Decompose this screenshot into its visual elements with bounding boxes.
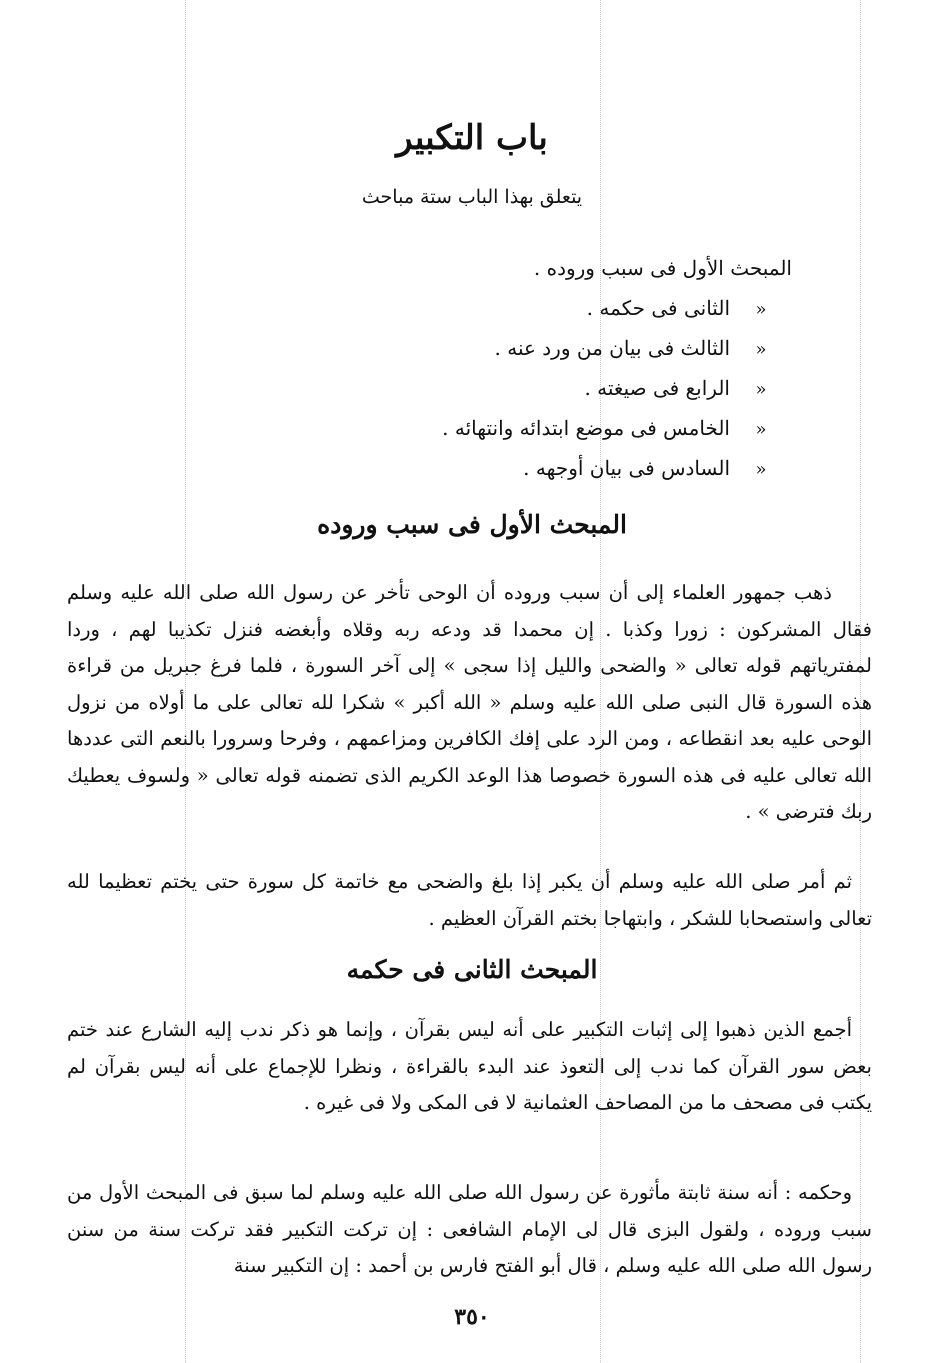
- ditto-mark: «: [755, 419, 767, 440]
- body-paragraph: ذهب جمهور العلماء إلى أن سبب وروده أن الوحى تأخر عن رسول الله صلى الله عليه وسلم فقال المشركون : زورا وكذبا . إن محمدا قد ودعه ربه وقلاه وأبغضه فنزل تكذيبا لهم ، وردا لمفترياتهم قوله تعالى « والضحى والليل إذا سجى » إلى آخر السورة ، فلما فرغ جبريل من قراءة هذه السورة قال النبى صلى الله عليه وسلم « الله أكبر » شكرا لله تعالى على ما أولاه من نزول الوحى عليه بعد انقطاعه ، ومن الرد على إفك الكافرين ومزاعمهم ، وفرحا وسرورا بالنعم التى عددها الله تعالى عليه فى هذه السورة خصوصا هذا الوعد الكريم الذى تضمنه قوله تعالى « ولسوف يعطيك ربك فترضى » .: [67, 581, 872, 823]
- topic-item: [312, 288, 792, 328]
- topic-text: المبحث الأول فى سبب وروده .: [533, 256, 792, 280]
- topic-item: [312, 408, 792, 448]
- topic-item: [312, 248, 792, 288]
- ditto-mark: «: [755, 339, 767, 360]
- body-paragraph: أجمع الذين ذهبوا إلى إثبات التكبير على أنه ليس بقرآن ، وإنما هو ذكر ندب إليه الشارع عند ختم بعض سور القرآن كما ندب إلى التعوذ عند البدء بالقراءة ، ونظرا للإجماع على أنه ليس بقرآن لم يكتب فى مصحف ما من المصاحف العثمانية لا فى المكى ولا فى غيره .: [67, 1018, 872, 1114]
- topic-text: الثانى فى حكمه .: [586, 296, 730, 320]
- page-number: ٣٥٠: [454, 1304, 490, 1330]
- topic-item: [312, 368, 792, 408]
- topics-list: [312, 248, 792, 488]
- topic-text: الثالث فى بيان من ورد عنه .: [494, 336, 730, 360]
- topic-text: الرابع فى صيغته .: [584, 376, 730, 400]
- section-heading: المبحث الأول فى سبب وروده: [317, 510, 627, 539]
- chapter-title: باب التكبير: [396, 118, 548, 158]
- topic-text: السادس فى بيان أوجهه .: [523, 456, 730, 480]
- ditto-mark: «: [755, 299, 767, 320]
- body-paragraph: وحكمه : أنه سنة ثابتة مأثورة عن رسول الله صلى الله عليه وسلم لما سبق فى المبحث الأول من سبب وروده ، ولقول البزى قال لى الإمام الشافعى : إن تركت التكبير فقد تركت سنة من سنن رسول الله صلى الله عليه وسلم ، قال أبو الفتح فارس بن أحمد : إن التكبير سنة: [67, 1181, 872, 1277]
- topic-text: الخامس فى موضع ابتدائه وانتهائه .: [442, 416, 730, 440]
- section-heading: المبحث الثانى فى حكمه: [346, 955, 598, 984]
- topic-item: [312, 328, 792, 368]
- chapter-subtitle: يتعلق بهذا الباب ستة مباحث: [361, 186, 583, 208]
- body-paragraph: ثم أمر صلى الله عليه وسلم أن يكبر إذا بلغ والضحى مع خاتمة كل سورة حتى يختم تعظيما لله تعالى واستصحابا للشكر ، وابتهاجا بختم القرآن العظيم .: [67, 870, 872, 930]
- topic-item: [312, 448, 792, 488]
- ditto-mark: «: [755, 379, 767, 400]
- ditto-mark: «: [755, 459, 767, 480]
